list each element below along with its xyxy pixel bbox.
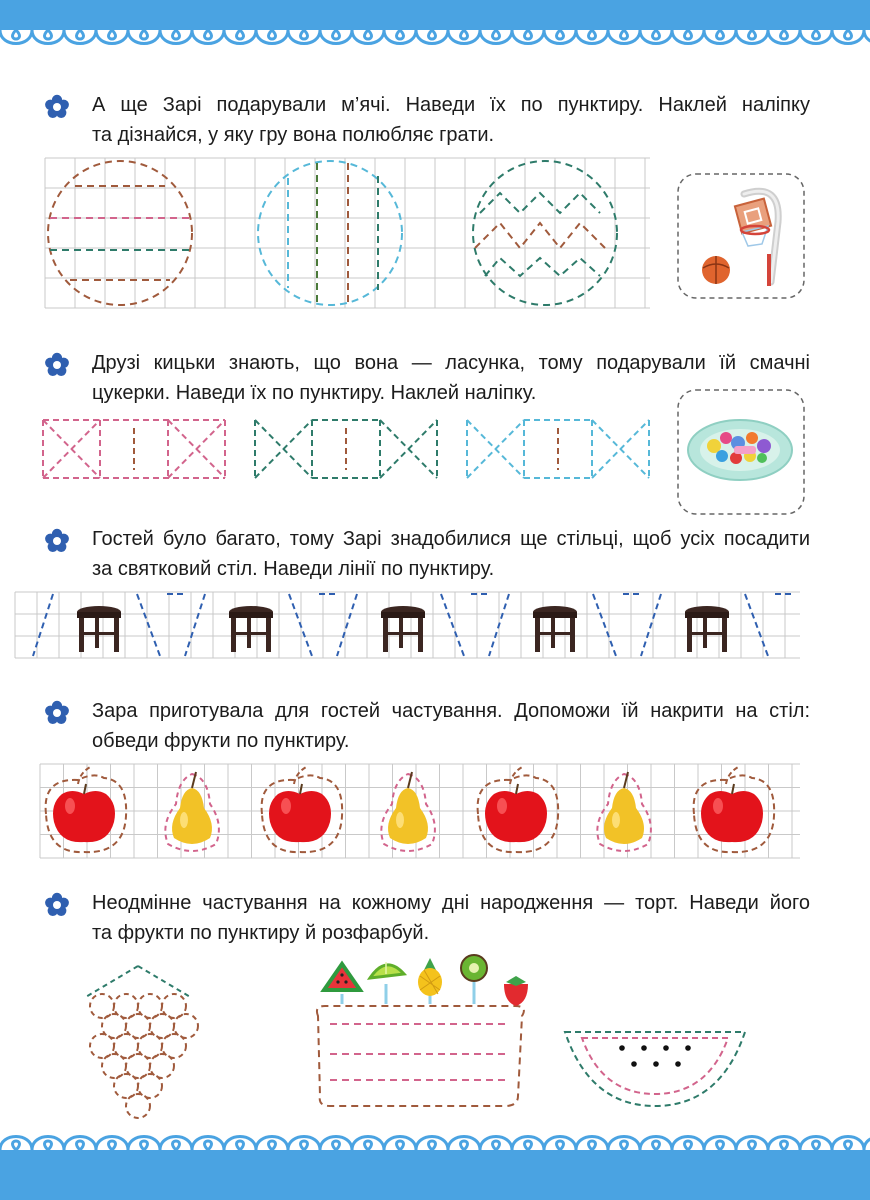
apple-3[interactable] [262, 766, 343, 852]
watermelon-slice-icon [324, 964, 360, 990]
ball-horizontal-stripes[interactable] [48, 161, 192, 305]
apple-5[interactable] [478, 766, 559, 852]
chairs-tracing-grid [15, 592, 800, 658]
chair-5[interactable] [641, 594, 793, 656]
bottom-decorative-border [0, 1132, 870, 1200]
sticker-basketball[interactable] [676, 172, 806, 300]
task-4-instruction: Зара приготувала для гостей частування. Допоможи їй накрити на стіл: обведи фрукти по пунктиру. [92, 700, 810, 752]
lime-slice-icon [370, 962, 404, 978]
candy-3[interactable] [467, 420, 649, 478]
flower-bullet-icon [44, 700, 70, 726]
candy-1[interactable] [43, 420, 225, 478]
task-1-instruction: А ще Зарі подарували м’ячі. Наведи їх по пунктиру. Наклей наліпку та дізнайся, у яку гру вона полюбляє грати. [92, 94, 810, 146]
flower-bullet-icon [44, 94, 70, 120]
flower-bullet-icon [44, 352, 70, 378]
apple-7[interactable] [694, 766, 775, 852]
fruits-tracing-grid [40, 764, 800, 858]
chair-2[interactable] [185, 594, 337, 656]
strawberry-icon [504, 976, 528, 1006]
grapes-tracing[interactable] [78, 962, 198, 1138]
candy-2[interactable] [255, 420, 437, 478]
chair-1[interactable] [33, 594, 185, 656]
task-3-instruction: Гостей було багато, тому Зарі знадобилися ще стільці, щоб усіх посадити за святковий стіл. Наведи лінії по пунктиру. [92, 528, 810, 580]
chair-3[interactable] [337, 594, 489, 656]
watermelon-tracing[interactable] [560, 1024, 750, 1114]
sticker-candies[interactable] [676, 388, 806, 516]
kiwi-slice-icon [461, 955, 487, 981]
cake-tracing[interactable] [300, 956, 540, 1116]
task-5-instruction: Неодмінне частування на кожному дні народження — торт. Наведи його та фрукти по пунктиру й розфарбуй. [92, 892, 810, 944]
watermelon-seeds [619, 1045, 691, 1067]
flower-bullet-icon [44, 528, 70, 554]
cake-toppings [324, 955, 528, 1006]
top-decorative-border [0, 0, 870, 50]
flower-bullet-icon [44, 892, 70, 918]
task-2-instruction: Друзі кицьки знають, що вона — ласунка, тому подарували їй смачні цукерки. Наведи їх по пунктиру. Наклей наліпку. [92, 352, 810, 404]
ball-vertical-stripes[interactable] [258, 161, 402, 305]
balls-tracing-grid [45, 158, 655, 308]
candies-tracing-row [40, 418, 660, 480]
candy-platter-icon [688, 420, 792, 480]
pineapple-icon [418, 958, 442, 996]
apple-1[interactable] [46, 766, 127, 852]
